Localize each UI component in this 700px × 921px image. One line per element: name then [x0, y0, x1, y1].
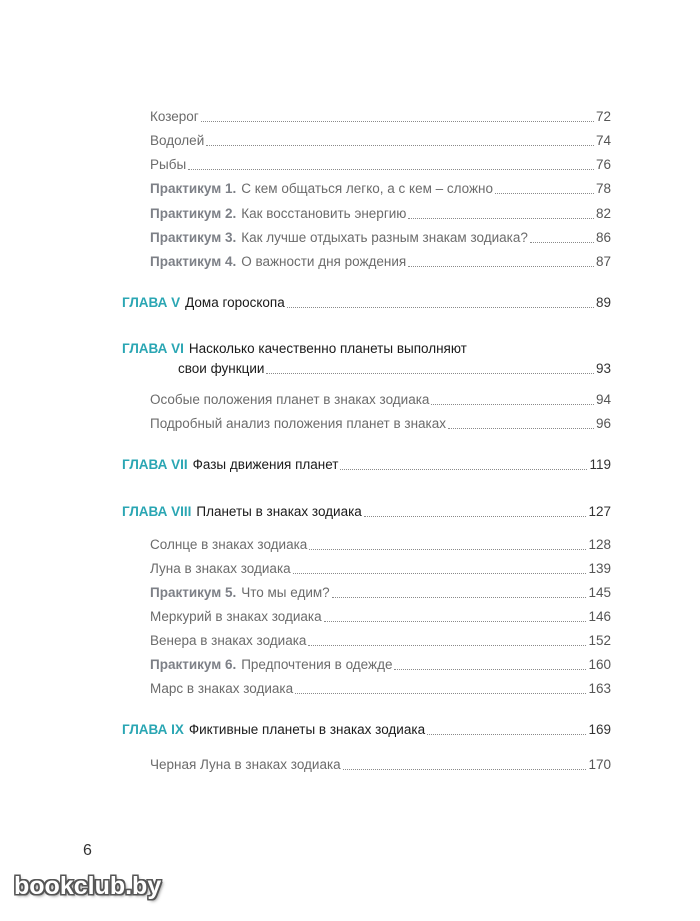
practicum-label: Практикум 2.: [150, 206, 237, 221]
leader-dots: [530, 242, 594, 243]
toc-entry-title: Как лучше отдыхать разным знакам зодиака?: [241, 230, 528, 245]
chapter-label: ГЛАВА IX: [122, 722, 184, 737]
toc-entry-title: О важности дня рождения: [241, 254, 407, 269]
leader-dots: [448, 428, 594, 429]
leader-dots: [431, 404, 594, 405]
toc-entry-title: С кем общаться легко, а с кем – сложно: [241, 181, 494, 196]
practicum-label: Практикум 1.: [150, 181, 237, 196]
toc-entry-practicum: [150, 229, 611, 247]
toc-entry-page: 152: [588, 633, 611, 648]
toc-entry-page: 72: [595, 109, 611, 124]
toc-chapter: [122, 340, 611, 358]
chapter-label: ГЛАВА VI: [122, 341, 184, 356]
toc-entry-page: 160: [588, 657, 611, 672]
chapter-title: Дома гороскопа: [185, 295, 285, 310]
toc-entry-page: 96: [595, 416, 611, 431]
leader-dots: [309, 549, 586, 550]
chapter-page: 169: [588, 722, 611, 737]
chapter-page: 127: [588, 504, 611, 519]
chapter-page: 119: [589, 457, 611, 472]
toc-entry: [150, 415, 611, 433]
watermark-logo: bookclub.by: [14, 872, 162, 900]
toc-entry-page: 139: [588, 561, 611, 576]
toc-entry-page: 78: [595, 181, 611, 196]
leader-dots: [495, 193, 594, 194]
leader-dots: [343, 769, 587, 770]
practicum-label: Практикум 3.: [150, 230, 237, 245]
leader-dots: [332, 597, 587, 598]
chapter-title: Фиктивные планеты в знаках зодиака: [188, 722, 426, 737]
toc-entry-title: Рыбы: [150, 157, 187, 172]
toc-entry-page: 128: [588, 537, 611, 552]
toc-entry: [150, 680, 611, 698]
chapter-label: ГЛАВА V: [122, 295, 181, 310]
leader-dots: [408, 218, 594, 219]
chapter-page: 89: [595, 295, 611, 310]
leader-dots: [408, 266, 594, 267]
toc-entry-page: 76: [595, 157, 611, 172]
leader-dots: [188, 169, 594, 170]
leader-dots: [206, 145, 594, 146]
toc-entry-page: 82: [595, 206, 611, 221]
leader-dots: [340, 469, 587, 470]
toc-entry-page: 86: [595, 230, 611, 245]
toc-entry-page: 87: [595, 254, 611, 269]
chapter-title: Фазы движения планет: [192, 457, 339, 472]
toc-entry: [150, 391, 611, 409]
leader-dots: [295, 693, 586, 694]
toc-entry-page: 170: [588, 757, 611, 772]
practicum-label: Практикум 4.: [150, 254, 237, 269]
toc-entry: [150, 156, 611, 174]
chapter-title: Насколько качественно планеты выполняют: [188, 341, 467, 356]
leader-dots: [324, 621, 587, 622]
toc-entry-title: Луна в знаках зодиака: [150, 561, 291, 576]
toc-entry: [150, 608, 611, 626]
leader-dots: [287, 307, 594, 308]
toc-chapter: [122, 721, 611, 739]
toc-entry-title: Солнце в знаках зодиака: [150, 537, 308, 552]
toc-entry: [150, 108, 611, 126]
toc-chapter: [122, 503, 611, 521]
toc-entry-title: Как восстановить энергию: [241, 206, 407, 221]
toc-entry-title: Особые положения планет в знаках зодиака: [150, 392, 430, 407]
toc-entry-practicum: [150, 205, 611, 223]
leader-dots: [394, 669, 586, 670]
toc-entry-title: Меркурий в знаках зодиака: [150, 609, 322, 624]
toc-entry-practicum: [150, 656, 611, 674]
toc-entry-title: Козерог: [150, 109, 199, 124]
leader-dots: [266, 373, 594, 374]
chapter-page: 93: [595, 361, 611, 376]
toc-entry-practicum: [150, 253, 611, 271]
toc-entry: [150, 756, 611, 774]
page-number: 6: [83, 842, 92, 859]
practicum-label: Практикум 5.: [150, 585, 237, 600]
toc-entry-page: 74: [595, 133, 611, 148]
toc-entry-title: Черная Луна в знаках зодиака: [150, 757, 341, 772]
toc-entry-title: Что мы едим?: [241, 585, 330, 600]
leader-dots: [364, 516, 587, 517]
toc-entry-title: Водолей: [150, 133, 205, 148]
toc-chapter: [122, 456, 611, 474]
toc-entry: [150, 560, 611, 578]
toc-entry-page: 145: [588, 585, 611, 600]
toc-entry-practicum: [150, 180, 611, 198]
chapter-title: Планеты в знаках зодиака: [196, 504, 362, 519]
toc-chapter: [122, 294, 611, 312]
chapter-label: ГЛАВА VIII: [122, 504, 192, 519]
toc-entry-page: 94: [595, 392, 611, 407]
chapter-title-continued: свои функции: [178, 361, 265, 376]
toc-entry: [150, 632, 611, 650]
chapter-label: ГЛАВА VII: [122, 457, 188, 472]
leader-dots: [308, 645, 586, 646]
toc-entry-title: Венера в знаках зодиака: [150, 633, 307, 648]
leader-dots: [201, 121, 594, 122]
practicum-label: Практикум 6.: [150, 657, 237, 672]
toc-entry-practicum: [150, 584, 611, 602]
toc-entry-title: Предпочтения в одежде: [241, 657, 393, 672]
toc-entry: [150, 536, 611, 554]
toc-entry-title: Марс в знаках зодиака: [150, 681, 294, 696]
toc-entry-page: 146: [588, 609, 611, 624]
leader-dots: [427, 734, 586, 735]
leader-dots: [293, 573, 587, 574]
toc-entry-title: Подробный анализ положения планет в знаках: [150, 416, 447, 431]
toc-chapter-continuation: [178, 360, 611, 378]
toc-entry-page: 163: [588, 681, 611, 696]
toc-entry: [150, 132, 611, 150]
